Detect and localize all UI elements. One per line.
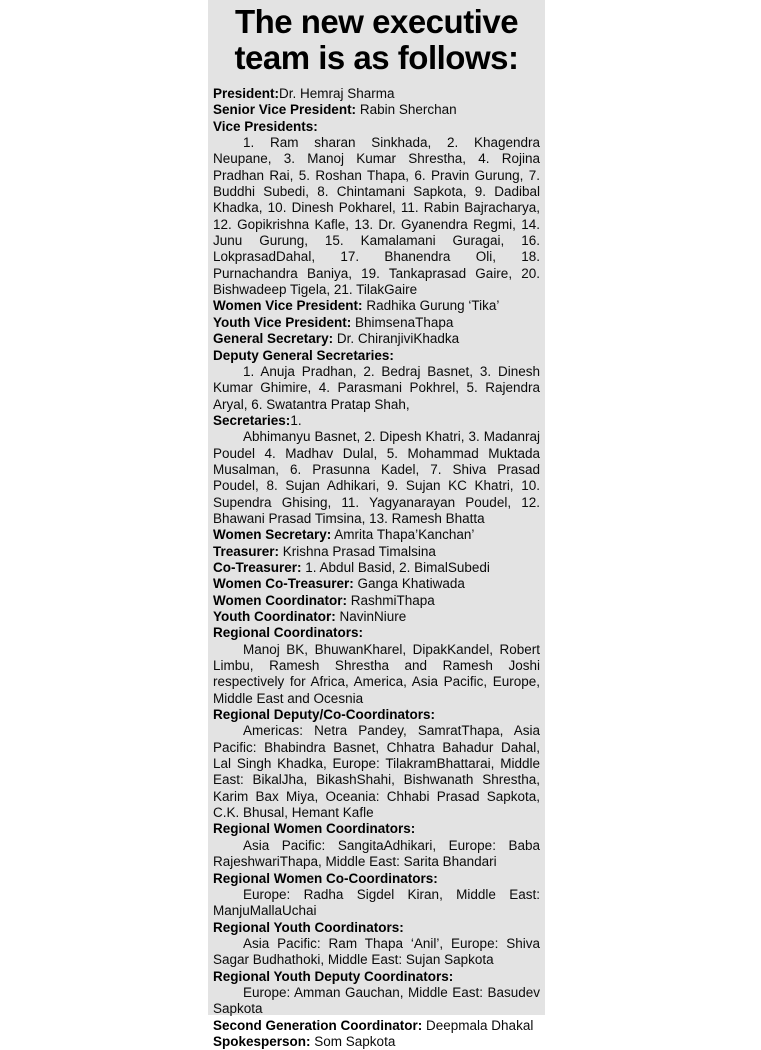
role-value: BhimsenaThapa bbox=[351, 314, 454, 330]
role-label: Women Co-Treasurer: bbox=[213, 576, 354, 592]
role-value: Dr. Hemraj Sharma bbox=[279, 86, 395, 101]
member-list-paragraph bbox=[213, 936, 540, 969]
role-label: Secretaries: bbox=[213, 412, 291, 428]
role-entry bbox=[213, 1034, 540, 1050]
role-label: Women Secretary: bbox=[213, 527, 332, 543]
member-list-text: Europe: Amman Gauchan, Middle East: Basudev Sapkota bbox=[213, 984, 540, 1017]
role-value: RashmiThapa bbox=[347, 592, 435, 608]
role-entry bbox=[213, 625, 540, 641]
role-label: Vice Presidents: bbox=[213, 118, 318, 134]
role-label: Youth Coordinator: bbox=[213, 609, 336, 624]
role-value: Ganga Khatiwada bbox=[353, 576, 465, 592]
role-label: Regional Youth Deputy Coordinators: bbox=[213, 968, 454, 984]
role-value: Som Sapkota bbox=[310, 1033, 396, 1049]
member-list-paragraph bbox=[213, 642, 540, 707]
article-column bbox=[208, 0, 545, 1049]
role-label: Regional Women Co-Coordinators: bbox=[213, 870, 438, 886]
role-entry bbox=[213, 413, 540, 429]
role-label: Women Coordinator: bbox=[213, 592, 347, 608]
role-entry bbox=[213, 544, 540, 560]
role-entry bbox=[213, 969, 540, 985]
role-value: Radhika Gurung ‘Tika’ bbox=[362, 298, 500, 314]
role-entry bbox=[213, 576, 540, 592]
role-label: Senior Vice President: bbox=[213, 102, 357, 118]
role-entry bbox=[213, 315, 540, 331]
role-value: NavinNiure bbox=[335, 609, 407, 624]
role-label: Co-Treasurer: bbox=[213, 559, 302, 575]
role-value: Krishna Prasad Timalsina bbox=[279, 543, 436, 559]
member-list-paragraph bbox=[213, 429, 540, 527]
role-label: Regional Deputy/Co-Coordinators: bbox=[213, 707, 435, 723]
role-entry bbox=[213, 86, 540, 102]
member-list-text: Europe: Radha Sigdel Kiran, Middle East: ManjuMallaUchai bbox=[213, 886, 540, 919]
role-entry bbox=[213, 821, 540, 837]
role-label: Regional Coordinators: bbox=[213, 625, 364, 641]
member-list-paragraph bbox=[213, 723, 540, 821]
role-label: Spokesperson: bbox=[213, 1033, 311, 1049]
role-label: Regional Women Coordinators: bbox=[213, 821, 416, 837]
member-list-paragraph bbox=[213, 364, 540, 413]
role-entry bbox=[213, 527, 540, 543]
document-title: The new executive team is as follows: bbox=[234, 3, 519, 76]
role-label: Treasurer: bbox=[213, 543, 280, 559]
member-list-text: Americas: Netra Pandey, SamratThapa, Asia Pacific: Bhabindra Basnet, Chhatra Bahadur Dahal, Lal Singh Khadka, Europe: TilakramBhattarai, Middle East: BikalJha, BikashShahi, Bishwanath Shrestha, Karim Bax Miya, Oceania: Chhabi Prasad Sapkota, C.K. Bhusal, Hemant Kafle bbox=[213, 723, 540, 821]
role-label: Second Generation Coordinator: bbox=[213, 1017, 423, 1033]
role-entry bbox=[213, 331, 540, 347]
member-list-text: Manoj BK, BhuwanKharel, DipakKandel, Robert Limbu, Ramesh Shrestha and Ramesh Joshi respectively for Africa, America, Asia Pacific, Europe, Middle East and Ocesnia bbox=[213, 641, 540, 706]
role-entry bbox=[213, 920, 540, 936]
member-list-text: Abhimanyu Basnet, 2. Dipesh Khatri, 3. Madanraj Poudel 4. Madhav Dulal, 5. Mohammad Muktada Musalman, 6. Prasunna Kadel, 7. Shiva Prasad Poudel, 8. Sujan Adhikari, 9. Sujan KC Khatri, 10. Supendra Ghising, 11. Yagyanarayan Poudel, 12. Bhawani Prasad Timsina, 13. Ramesh Bhatta bbox=[213, 429, 540, 526]
member-list-text: 1. Anuja Pradhan, 2. Bedraj Basnet, 3. Dinesh Kumar Ghimire, 4. Parasmani Pokhrel, 5. Rajendra Aryal, 6. Swatantra Pratap Shah, bbox=[213, 363, 540, 412]
role-entry bbox=[213, 609, 540, 625]
role-entry bbox=[213, 871, 540, 887]
role-value: Dr. ChiranjiviKhadka bbox=[333, 331, 460, 347]
member-list-paragraph bbox=[213, 985, 540, 1018]
role-entry bbox=[213, 1018, 540, 1034]
role-value: Rabin Sherchan bbox=[356, 102, 457, 118]
role-value: 1. bbox=[290, 412, 302, 428]
role-value: Amrita Thapa’Kanchan’ bbox=[331, 527, 475, 543]
role-entry bbox=[213, 298, 540, 314]
member-list-text: 1. Ram sharan Sinkhada, 2. Khagendra Neupane, 3. Manoj Kumar Shrestha, 4. Rojina Pradhan Rai, 5. Roshan Thapa, 6. Pravin Gurung, 7. Buddhi Subedi, 8. Chintamani Sapkota, 9. Dadibal Khadka, 10. Dinesh Pokharel, 11. Rabin Bajracharya, 12. Gopikrishna Kafle, 13. Dr. Gyanendra Regmi, 14. Junu Gurung, 15. Kamalamani Guragai, 16. LokprasadDahal, 17. Bhanendra Oli, 18. Purnachandra Baniya, 19. Tankaprasad Gaire, 20. Bishwadeep Tigela, 21. TilakGaire bbox=[213, 135, 540, 298]
role-label: Deputy General Secretaries: bbox=[213, 347, 394, 363]
role-value: 1. Abdul Basid, 2. BimalSubedi bbox=[301, 559, 490, 575]
member-list-paragraph bbox=[213, 135, 540, 298]
role-label: Women Vice President: bbox=[213, 298, 363, 314]
document-body bbox=[213, 86, 540, 1050]
role-label: Youth Vice President: bbox=[213, 314, 352, 330]
role-label: General Secretary: bbox=[213, 331, 334, 347]
member-list-text: Asia Pacific: Ram Thapa ‘Anil’, Europe: Shiva Sagar Budhathoki, Middle East: Sujan Sapkota bbox=[213, 935, 540, 968]
role-entry bbox=[213, 707, 540, 723]
role-entry bbox=[213, 593, 540, 609]
role-label: Regional Youth Coordinators: bbox=[213, 919, 404, 935]
member-list-text: Asia Pacific: SangitaAdhikari, Europe: Baba RajeshwariThapa, Middle East: Sarita Bhandari bbox=[213, 837, 540, 870]
member-list-paragraph bbox=[213, 887, 540, 920]
role-entry bbox=[213, 348, 540, 364]
role-entry bbox=[213, 102, 540, 118]
role-entry bbox=[213, 560, 540, 576]
role-label: President: bbox=[213, 86, 280, 101]
member-list-paragraph bbox=[213, 838, 540, 871]
role-entry bbox=[213, 119, 540, 135]
role-value: Deepmala Dhakal bbox=[422, 1017, 534, 1033]
